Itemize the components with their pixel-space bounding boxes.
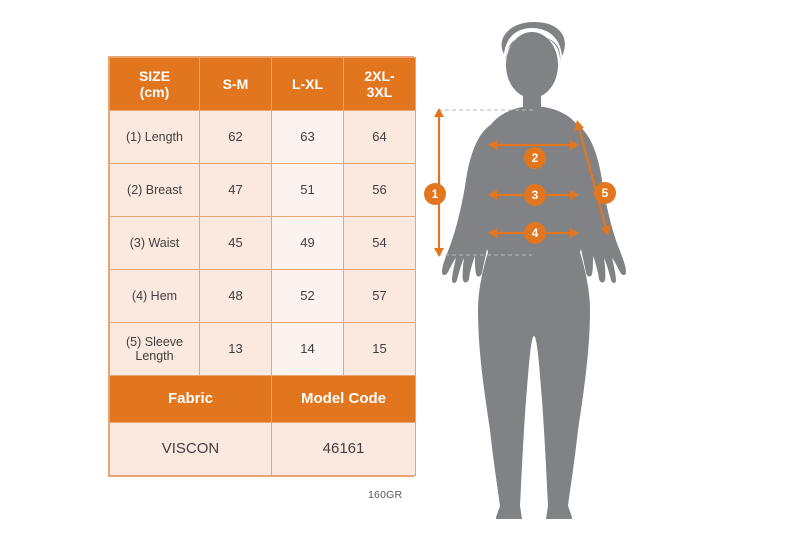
row-label-length: (1) Length bbox=[110, 111, 200, 164]
row-label-hem: (4) Hem bbox=[110, 270, 200, 323]
header-lxl: L-XL bbox=[272, 58, 344, 111]
cell-sleeve-lxl: 14 bbox=[272, 323, 344, 376]
row-label-sleeve-line1: (5) Sleeve bbox=[126, 334, 183, 349]
row-label-sleeve-length bbox=[110, 323, 200, 376]
badge-5: 5 bbox=[594, 182, 616, 204]
size-table bbox=[109, 57, 416, 476]
cell-breast-2xl: 56 bbox=[344, 164, 416, 217]
cell-sleeve-sm: 13 bbox=[200, 323, 272, 376]
row-label-waist: (3) Waist bbox=[110, 217, 200, 270]
table-footer-header-row bbox=[110, 376, 416, 423]
table-row bbox=[110, 164, 416, 217]
cell-hem-2xl: 57 bbox=[344, 270, 416, 323]
header-2xl-line2: 3XL bbox=[366, 84, 393, 100]
cell-length-lxl: 63 bbox=[272, 111, 344, 164]
footer-header-fabric: Fabric bbox=[110, 376, 272, 423]
size-table-container bbox=[108, 56, 414, 477]
row-label-sleeve-line2: Length bbox=[135, 349, 174, 363]
header-2xl-line1: 2XL- bbox=[364, 67, 395, 84]
table-row bbox=[110, 323, 416, 376]
cell-length-2xl: 64 bbox=[344, 111, 416, 164]
table-row bbox=[110, 217, 416, 270]
table-header-row bbox=[110, 58, 416, 111]
table-row bbox=[110, 270, 416, 323]
female-silhouette bbox=[442, 22, 626, 519]
badge-3: 3 bbox=[524, 184, 546, 206]
cell-length-sm: 62 bbox=[200, 111, 272, 164]
footer-header-model-code: Model Code bbox=[272, 376, 416, 423]
header-size-line2: (cm) bbox=[139, 84, 170, 100]
cell-sleeve-2xl: 15 bbox=[344, 323, 416, 376]
badge-1: 1 bbox=[424, 183, 446, 205]
cell-hem-sm: 48 bbox=[200, 270, 272, 323]
badge-4: 4 bbox=[524, 222, 546, 244]
cell-breast-sm: 47 bbox=[200, 164, 272, 217]
header-size bbox=[110, 58, 200, 111]
cell-waist-2xl: 54 bbox=[344, 217, 416, 270]
header-sm: S-M bbox=[200, 58, 272, 111]
fabric-weight-note: 160GR bbox=[368, 489, 403, 501]
row-label-breast: (2) Breast bbox=[110, 164, 200, 217]
badge-2: 2 bbox=[524, 147, 546, 169]
figure-svg bbox=[412, 20, 792, 525]
measurement-diagram bbox=[412, 20, 792, 525]
table-row bbox=[110, 111, 416, 164]
table-footer-value-row bbox=[110, 423, 416, 476]
cell-breast-lxl: 51 bbox=[272, 164, 344, 217]
footer-value-fabric: VISCON bbox=[110, 423, 272, 476]
cell-waist-sm: 45 bbox=[200, 217, 272, 270]
footer-value-model-code: 46161 bbox=[272, 423, 416, 476]
header-size-line1: SIZE bbox=[138, 67, 171, 84]
cell-waist-lxl: 49 bbox=[272, 217, 344, 270]
header-2xl-3xl bbox=[344, 58, 416, 111]
cell-hem-lxl: 52 bbox=[272, 270, 344, 323]
